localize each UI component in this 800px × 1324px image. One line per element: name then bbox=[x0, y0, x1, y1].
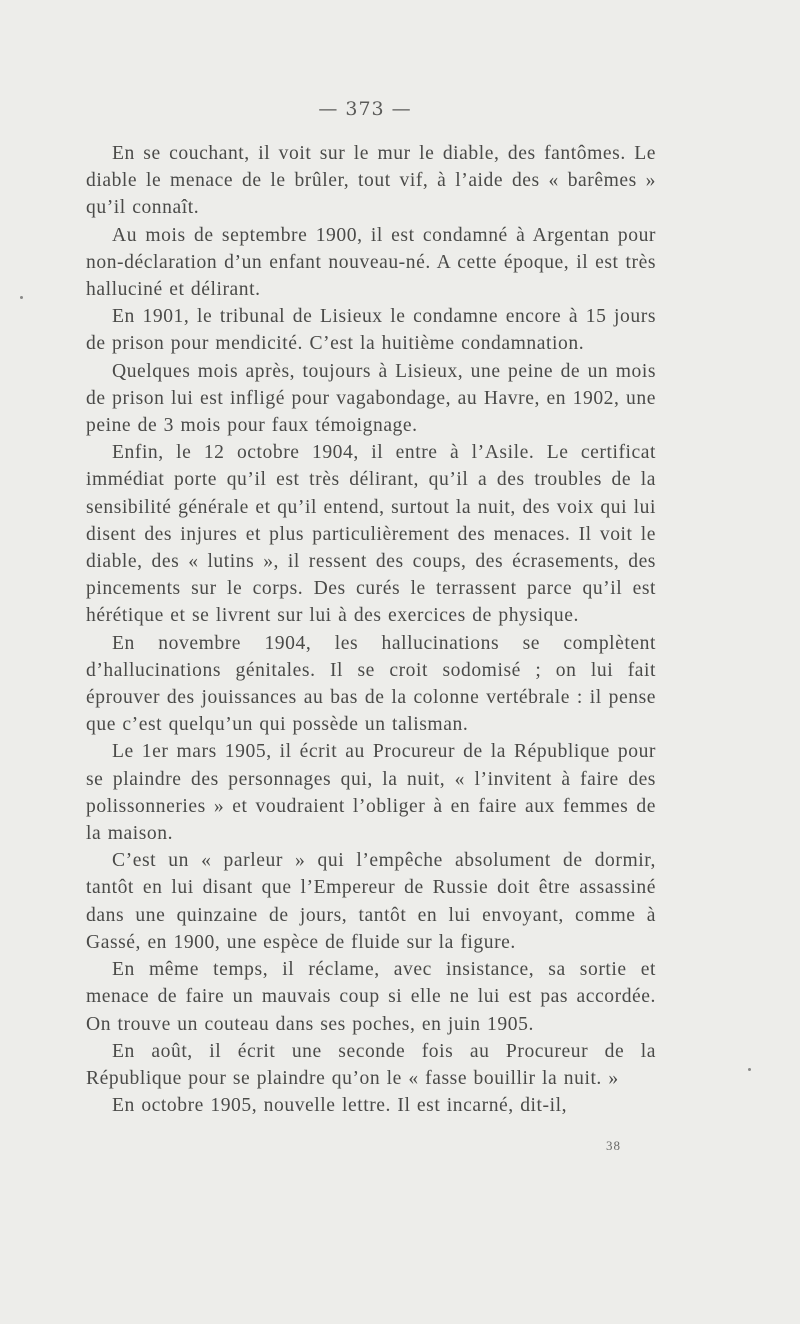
paragraph-3: En 1901, le tribunal de Lisieux le condamne encore à 15 jours de prison pour mendicité. C’est la huitième condamnation. bbox=[86, 306, 656, 355]
paragraph-6: En novembre 1904, les hallucinations se complètent d’hallucinations génitales. Il se croit sodomisé ; on lui fait éprouver des jouissances au bas de la colonne vertébrale : il pense que c’est quelqu’un qui possède un talisman. bbox=[86, 632, 656, 736]
paragraph-2: Au mois de septembre 1900, il est condamné à Argentan pour non-déclaration d’un enfant nouveau-né. A cette époque, il est très halluciné et délirant. bbox=[86, 224, 656, 301]
paragraph-10: En août, il écrit une seconde fois au Procureur de la République pour se plaindre qu’on le « fasse bouillir la nuit. » bbox=[86, 1040, 656, 1089]
paragraph-7: Le 1er mars 1905, il écrit au Procureur de la République pour se plaindre des personnages qui, la nuit, « l’invitent à faire des polissonneries » et voudraient l’obliger à en faire aux femmes de la maison. bbox=[86, 741, 656, 845]
paragraph-8: C’est un « parleur » qui l’empêche absolument de dormir, tantôt en lui disant que l’Empereur de Russie doit être assassiné dans une quinzaine de jours, tantôt en lui envoyant, comme à Gassé, en 1900, une espèce de fluide sur la figure. bbox=[86, 850, 656, 953]
paragraph-5: Enfin, le 12 octobre 1904, il entre à l’Asile. Le certificat immédiat porte qu’il est très délirant, qu’il a des troubles de la sensibilité générale et qu’il entend, surtout la nuit, des voix qui lui disent des injures et plus particulièrement des menaces. Il voit le diable, des « lutins », il ressent des coups, des écrasements, des pincements sur le corps. Des curés le terrassent parce qu’il est hérétique et se livrent sur lui à des exercices de physique. bbox=[86, 442, 656, 627]
page-number: — 373 — bbox=[318, 98, 412, 120]
paragraph-4: Quelques mois après, toujours à Lisieux, une peine de un mois de prison lui est infligé pour vagabondage, au Havre, en 1902, une peine de 3 mois pour faux témoignage. bbox=[86, 360, 656, 437]
signature-mark: 38 bbox=[606, 1138, 621, 1153]
scan-speck bbox=[20, 296, 23, 299]
body-text bbox=[86, 140, 656, 1119]
scan-speck bbox=[748, 1068, 751, 1071]
paragraph-11: En octobre 1905, nouvelle lettre. Il est incarné, dit-il, bbox=[112, 1095, 568, 1117]
paragraph-1: En se couchant, il voit sur le mur le diable, des fantômes. Le diable le menace de le brûler, tout vif, à l’aide des « barêmes » qu’il connaît. bbox=[86, 143, 656, 219]
paragraph-9: En même temps, il réclame, avec insistance, sa sortie et menace de faire un mauvais coup si elle ne lui est pas accordée. On trouve un couteau dans ses poches, en juin 1905. bbox=[86, 959, 656, 1035]
